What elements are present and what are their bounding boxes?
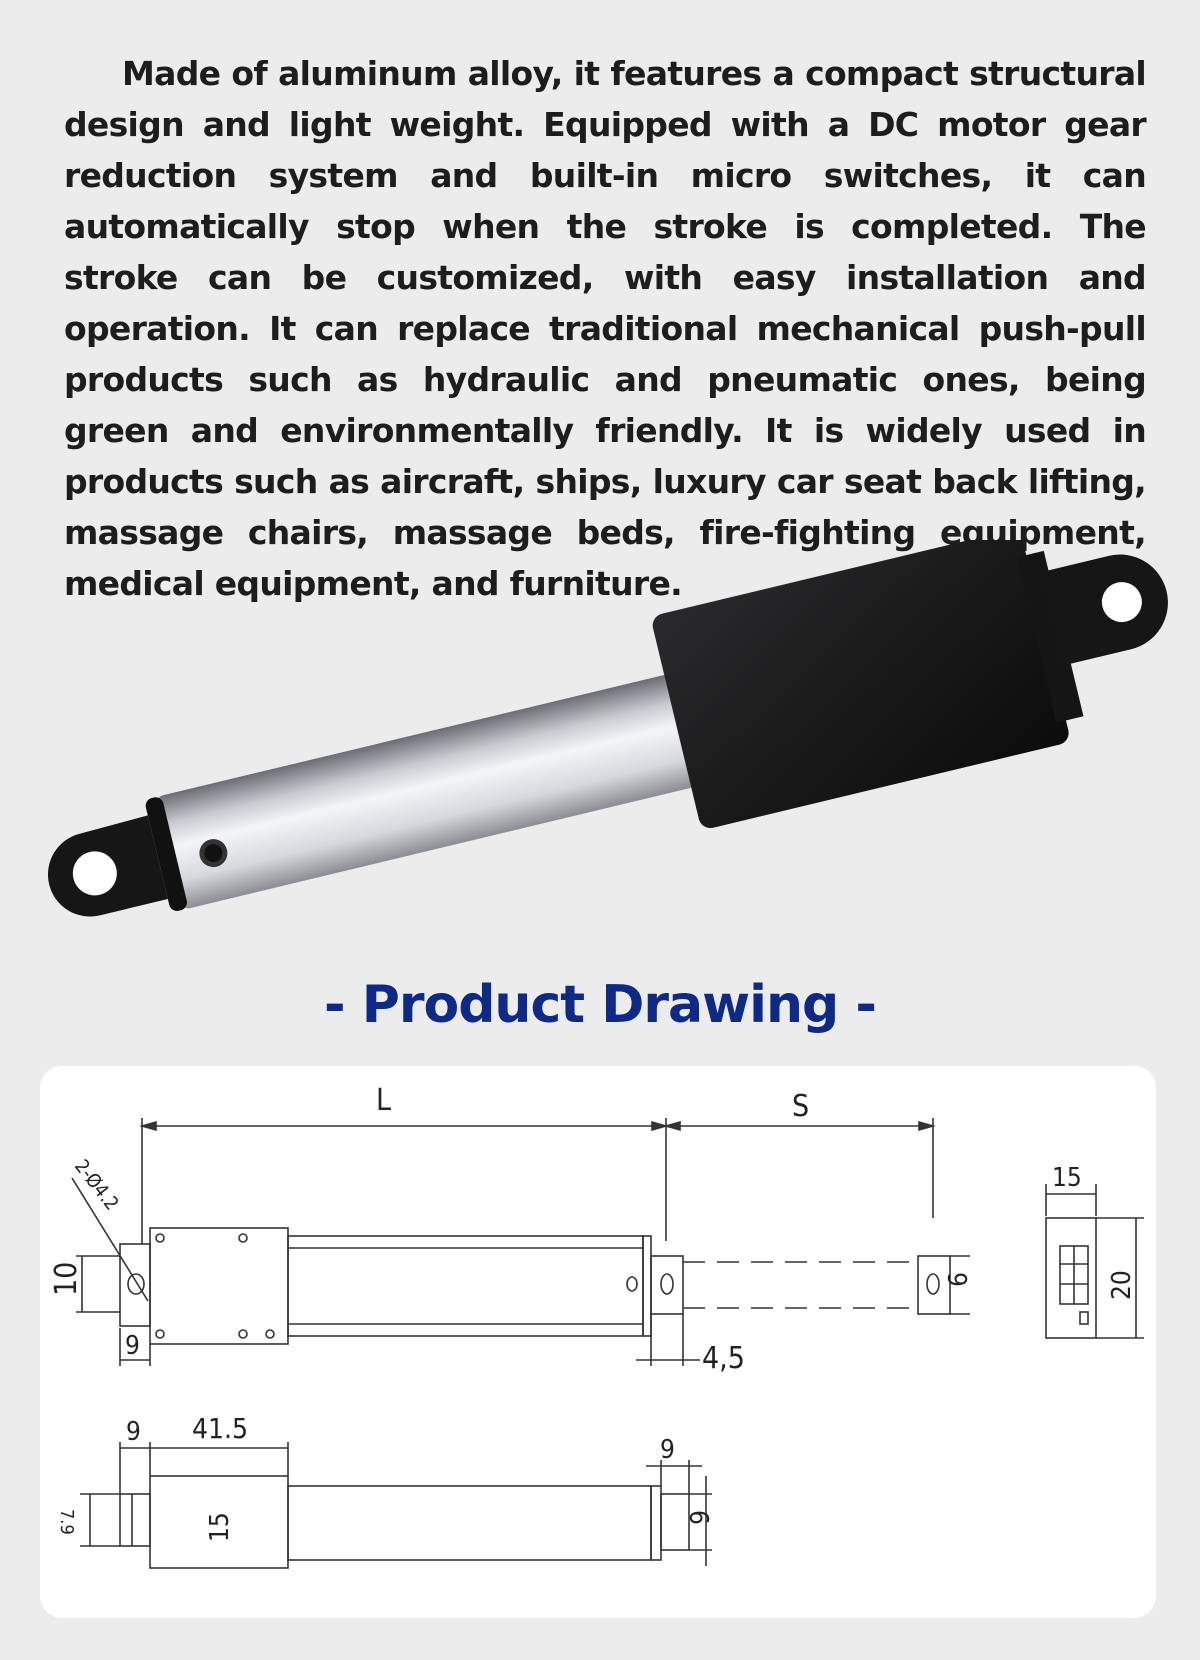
dim-4-5: 4,5 — [702, 1341, 745, 1376]
product-description: Made of aluminum alloy, it features a compact structural design and light weight. Equipped with a DC motor gear reduction system and built-in micro switches, it can automatically stop when the stroke is completed. The stroke can be customized, with easy installation and operation. It can replace traditional mechanical push-pull products such as hydraulic and pneumatic ones, being green and environmentally friendly. It is widely used in products such as aircraft, ships, luxury car seat back lifting, massage chairs, massage beds, fire-fighting equipment, medical equipment, and furniture. — [64, 54, 1146, 603]
dim-label-L: L — [376, 1083, 392, 1118]
dim-41-5: 41.5 — [192, 1412, 249, 1445]
drawing-panel — [40, 1066, 1156, 1618]
technical-drawing — [40, 1066, 1156, 1618]
dim-15-end: 15 — [1052, 1163, 1082, 1193]
dim-label-S: S — [792, 1089, 810, 1124]
dim-9-bottom-right: 9 — [660, 1435, 675, 1465]
dim-20-end: 20 — [1107, 1270, 1137, 1300]
dim-6: 6 — [683, 1510, 713, 1525]
actuator-photo — [0, 540, 1200, 980]
dim-9-rod: 9 — [941, 1272, 971, 1287]
dim-9-bottom: 9 — [126, 1417, 141, 1447]
dim-label-hole: 2-Ø4.2 — [70, 1155, 123, 1215]
dim-7-9: 7.9 — [56, 1509, 77, 1535]
dim-10: 10 — [49, 1261, 84, 1296]
section-title: - Product Drawing - — [324, 975, 876, 1035]
dim-15-bottom: 15 — [205, 1512, 235, 1542]
dim-9-left: 9 — [125, 1331, 140, 1361]
